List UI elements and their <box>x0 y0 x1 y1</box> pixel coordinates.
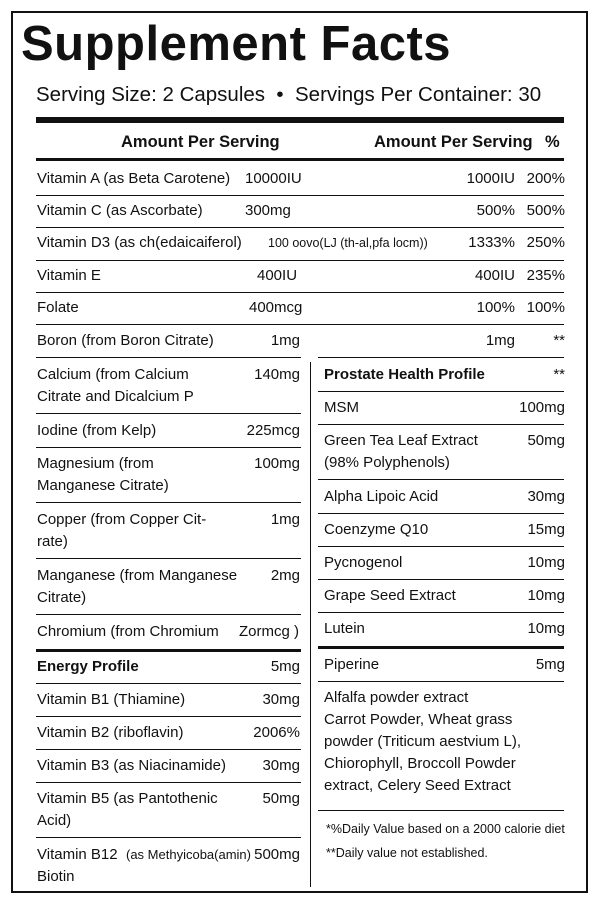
boron-amount2: 1mg <box>485 332 515 349</box>
vitamin-a-name: Vitamin A (as Beta Carotene) <box>37 170 231 187</box>
vitamin-d3-amount: 100 oovo(LJ (th-al,pfa locm)) <box>268 236 428 250</box>
row-divider-left <box>36 683 301 684</box>
section-divider-left <box>36 649 301 652</box>
copper-amount: 1mg <box>270 511 300 528</box>
piperine-name: Piperine <box>324 656 380 673</box>
vitamin-b2-name: Vitamin B2 (riboflavin) <box>37 724 184 741</box>
prostate-profile-title: Prostate Health Profile <box>324 366 485 383</box>
calcium-amount: 140mg <box>254 366 300 383</box>
calcium-name-l1: Calcium (from Calcium <box>37 366 189 383</box>
row-divider-left <box>36 502 301 503</box>
other-ingredients-line: powder (Triticum aestvium L), <box>324 733 521 750</box>
calcium-name-l2: Citrate and Dicalcium P <box>37 388 194 405</box>
manganese-name-l1: Manganese (from Manganese <box>37 567 238 584</box>
vitamin-a-amount2: 1000IU <box>466 170 515 187</box>
chromium-amount: Zormcg ) <box>239 623 299 640</box>
vitamin-c-amount: 300mg <box>245 202 291 219</box>
vitamin-e-name: Vitamin E <box>37 267 101 284</box>
row-divider-right <box>318 513 564 514</box>
coenzyme-q10-name: Coenzyme Q10 <box>324 521 429 538</box>
thick-divider <box>36 117 564 123</box>
vitamin-d3-amount2: 1333% <box>468 234 515 251</box>
vitamin-b12-name-l1: Vitamin B12 <box>37 846 118 863</box>
vitamin-b1-name: Vitamin B1 (Thiamine) <box>37 691 186 708</box>
other-ingredients-line: Carrot Powder, Wheat grass <box>324 711 513 728</box>
header-amount-right: Amount Per Serving <box>374 133 533 151</box>
row-divider-left <box>36 558 301 559</box>
header-percent: % <box>545 133 560 151</box>
energy-profile-amount: 5mg <box>270 658 300 675</box>
row-divider-right <box>318 579 564 580</box>
row-divider-left <box>36 716 301 717</box>
row-divider-right <box>318 357 564 358</box>
pycnogenol-name: Pycnogenol <box>324 554 403 571</box>
row-divider <box>36 292 564 293</box>
prostate-profile-dv: ** <box>553 366 565 383</box>
chromium-name: Chromium (from Chromium <box>37 623 219 640</box>
vitamin-e-dv: 235% <box>526 267 565 284</box>
vitamin-e-amount: 400IU <box>257 267 298 284</box>
other-ingredients-line: extract, Celery Seed Extract <box>324 777 511 794</box>
row-divider-right <box>318 546 564 547</box>
coenzyme-q10-amount: 15mg <box>527 521 565 538</box>
row-divider <box>36 195 564 196</box>
row-divider-right <box>318 681 564 682</box>
magnesium-name-l1: Magnesium (from <box>37 455 154 472</box>
row-divider-right <box>318 479 564 480</box>
vitamin-e-amount2: 400IU <box>474 267 515 284</box>
vitamin-b5-amount: 50mg <box>262 790 300 807</box>
row-divider-right <box>318 391 564 392</box>
other-ingredients-line: Chiorophyll, Broccoll Powder <box>324 755 516 772</box>
folate-amount: 400mcg <box>249 299 303 316</box>
green-tea-name-l2: (98% Polyphenols) <box>324 454 450 471</box>
iodine-name: Iodine (from Kelp) <box>37 422 157 439</box>
vitamin-c-amount2: 500% <box>476 202 515 219</box>
footnote-divider <box>318 810 564 811</box>
vitamin-d3-dv: 250% <box>526 234 565 251</box>
vitamin-b1-amount: 30mg <box>262 691 300 708</box>
row-divider-right <box>318 612 564 613</box>
msm-amount: 100mg <box>519 399 565 416</box>
row-divider <box>36 324 564 325</box>
iodine-amount: 225mcg <box>246 422 300 439</box>
footnote-daily-value: *%Daily Value based on a 2000 calorie diet <box>326 822 565 836</box>
copper-name-l2: rate) <box>37 533 68 550</box>
magnesium-name-l2: Manganese Citrate) <box>37 477 169 494</box>
lutein-amount: 10mg <box>527 620 565 637</box>
vitamin-d3-name: Vitamin D3 (as ch(edaicaiferol) <box>37 234 242 251</box>
lutein-name: Lutein <box>324 620 365 637</box>
boron-dv: ** <box>553 332 565 349</box>
energy-profile-title: Energy Profile <box>37 658 139 675</box>
row-divider <box>36 260 564 261</box>
vitamin-b3-name: Vitamin B3 (as Niacinamide) <box>37 757 226 774</box>
vitamin-c-name: Vitamin C (as Ascorbate) <box>37 202 203 219</box>
header-divider <box>36 158 564 161</box>
grape-seed-amount: 10mg <box>527 587 565 604</box>
row-divider-left <box>36 782 301 783</box>
manganese-amount: 2mg <box>270 567 300 584</box>
green-tea-amount: 50mg <box>527 432 565 449</box>
vitamin-b12-name-detail: (as Methyicoba(amin) <box>126 847 251 862</box>
pycnogenol-amount: 10mg <box>527 554 565 571</box>
serving-info: Serving Size: 2 Capsules • Servings Per Container: 30 <box>36 83 542 106</box>
row-divider-left <box>36 357 301 358</box>
folate-amount2: 100% <box>476 299 515 316</box>
row-divider <box>36 227 564 228</box>
piperine-amount: 5mg <box>535 656 565 673</box>
row-divider-right <box>318 424 564 425</box>
row-divider-left <box>36 749 301 750</box>
panel-title: Supplement Facts <box>21 17 452 71</box>
vitamin-b2-amount: 2006% <box>253 724 300 741</box>
magnesium-amount: 100mg <box>254 455 300 472</box>
boron-amount: 1mg <box>270 332 300 349</box>
vitamin-c-dv: 500% <box>526 202 565 219</box>
green-tea-name-l1: Green Tea Leaf Extract <box>324 432 478 449</box>
row-divider-left <box>36 447 301 448</box>
row-divider-left <box>36 413 301 414</box>
row-divider-left <box>36 837 301 838</box>
header-amount-left: Amount Per Serving <box>121 133 280 151</box>
alpha-lipoic-name: Alpha Lipoic Acid <box>324 488 439 505</box>
vitamin-b3-amount: 30mg <box>262 757 300 774</box>
manganese-name-l2: Citrate) <box>37 589 87 606</box>
vitamin-a-amount: 10000IU <box>245 170 302 187</box>
vitamin-a-dv: 200% <box>526 170 565 187</box>
folate-name: Folate <box>37 299 79 316</box>
section-divider-right <box>318 646 564 649</box>
footnote-not-established: **Daily value not established. <box>326 846 488 860</box>
biotin-name: Biotin <box>37 868 75 885</box>
vitamin-b5-name-l2: Acid) <box>37 812 72 829</box>
other-ingredients-line: Alfalfa powder extract <box>324 689 469 706</box>
msm-name: MSM <box>324 399 359 416</box>
grape-seed-name: Grape Seed Extract <box>324 587 456 604</box>
column-divider <box>310 362 311 887</box>
folate-dv: 100% <box>526 299 565 316</box>
copper-name-l1: Copper (from Copper Cit- <box>37 511 207 528</box>
vitamin-b5-name-l1: Vitamin B5 (as Pantothenic <box>37 790 218 807</box>
row-divider-left <box>36 614 301 615</box>
alpha-lipoic-amount: 30mg <box>527 488 565 505</box>
vitamin-b12-amount: 500mg <box>254 846 300 863</box>
boron-name: Boron (from Boron Citrate) <box>37 332 214 349</box>
